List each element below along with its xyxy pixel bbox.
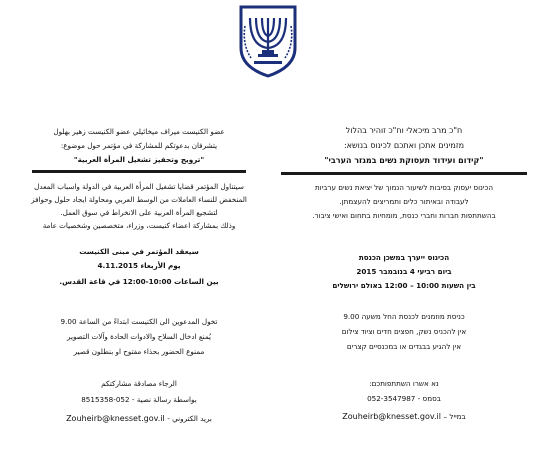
arabic-email-label: بريد الكتروني - xyxy=(167,414,212,423)
hebrew-venue: הכינוס ייערך במשכן הכנסת xyxy=(358,253,450,262)
arabic-rules-line2: يُمنع ادخال السلاح والادوات الحادة وآلات التصوير xyxy=(66,332,212,341)
hebrew-date: ביום רביעי 4 בנובמבר 2015 xyxy=(356,267,452,276)
arabic-topic: "ترويج وتحفيز تشغيل المرأة العربية" xyxy=(73,155,205,164)
hebrew-invite-line1: ח"כ מרב מיכאלי וח"כ זוהיר בהלול xyxy=(345,126,463,135)
hebrew-desc-line3: בהשתתפות חברות וחברי כנסת, מומחיות בתחום ואישי ציבור. xyxy=(312,211,496,220)
arabic-desc-line4: وذلك بمشاركة اعضاء كنيست، وزراء، متخصصين وشخصيات عامة xyxy=(42,221,236,230)
hebrew-invitation xyxy=(275,0,533,472)
hebrew-email-link[interactable]: Zouheirb@knesset.gov.il xyxy=(342,412,441,421)
hebrew-email-line xyxy=(275,413,533,421)
hebrew-sms: בסמס - 052-3547987 xyxy=(367,394,441,403)
arabic-email-link[interactable]: Zouheirb@knesset.gov.il xyxy=(66,414,165,423)
hebrew-desc-line2: לעבודה ובאיתור כלים ותמריצים להעצמתן. xyxy=(339,197,469,206)
arabic-rules-line1: تخول المدعوين الى الكنيست ابتداءً من الساعة 9.00 xyxy=(60,317,218,326)
hebrew-invite-line2: מזמינים אתכן ואתכם לכינוס בנושא: xyxy=(343,141,465,150)
arabic-time: بين الساعات 10:00-12:00 في قاعة القدس. xyxy=(59,277,219,286)
hebrew-email-label: במייל – xyxy=(443,412,466,421)
arabic-invite-line1: عضو الكنيست ميراف ميخائيلي عضو الكنيست زهير بهلول xyxy=(53,127,225,136)
hebrew-time: בין השעות 10:00 – 12:00 באולם ירושלים xyxy=(332,281,476,290)
hebrew-desc-line1: הכינוס יעסוק בסיבות לשיעור הנמוך של יציאת נשים ערביות xyxy=(314,183,494,192)
arabic-email-line xyxy=(8,415,270,423)
hebrew-rules-line2: אין להכניס נשק, חפצים חדים וציוד צילום xyxy=(341,327,467,336)
arabic-rsvp-title: الرجاء مصادقة مشاركتكم xyxy=(101,379,177,388)
arabic-invite-line2: يتشرفان بدعوتكم للمشاركة في مؤتمر حول موضوع: xyxy=(60,141,218,150)
hebrew-rules-line1: כניסת מוזמנים לכנסת החל משעה 9.00 xyxy=(343,312,465,321)
arabic-sms: بواسطة رسالة نصية - 052-8515358 xyxy=(81,395,197,404)
hebrew-topic: "קידום ועידוד תעסוקת נשים במגזר הערבי" xyxy=(324,156,484,165)
arabic-divider xyxy=(32,170,246,173)
arabic-desc-line3: لتشجيع المرأة العربية على الانخراط في سوق العمل. xyxy=(60,208,218,217)
hebrew-rsvp-title: נא אשרו השתתפותכם: xyxy=(369,379,439,388)
hebrew-divider xyxy=(281,172,527,175)
hebrew-rules-line3: אין להגיע בבגדים או במכנסיים קצרים xyxy=(346,342,462,351)
arabic-day: يوم الأربعاء 4.11.2015 xyxy=(97,261,181,270)
arabic-desc-line2: المنخفض للنساء العاملات من الوسط العربي ومحاولة ايجاد حلول وحوافز xyxy=(31,195,247,204)
arabic-rules-line3: ممنوع الحضور بحذاء مفتوح او بنطلون قصير xyxy=(73,347,205,356)
arabic-invitation xyxy=(8,0,270,472)
arabic-desc-line1: سيتناول المؤتمر قضايا تشغيل المرأة العربية في الدولة واسباب المعدل xyxy=(34,182,244,191)
arabic-venue: سيعقد المؤتمر في مبنى الكنيست xyxy=(79,247,199,256)
